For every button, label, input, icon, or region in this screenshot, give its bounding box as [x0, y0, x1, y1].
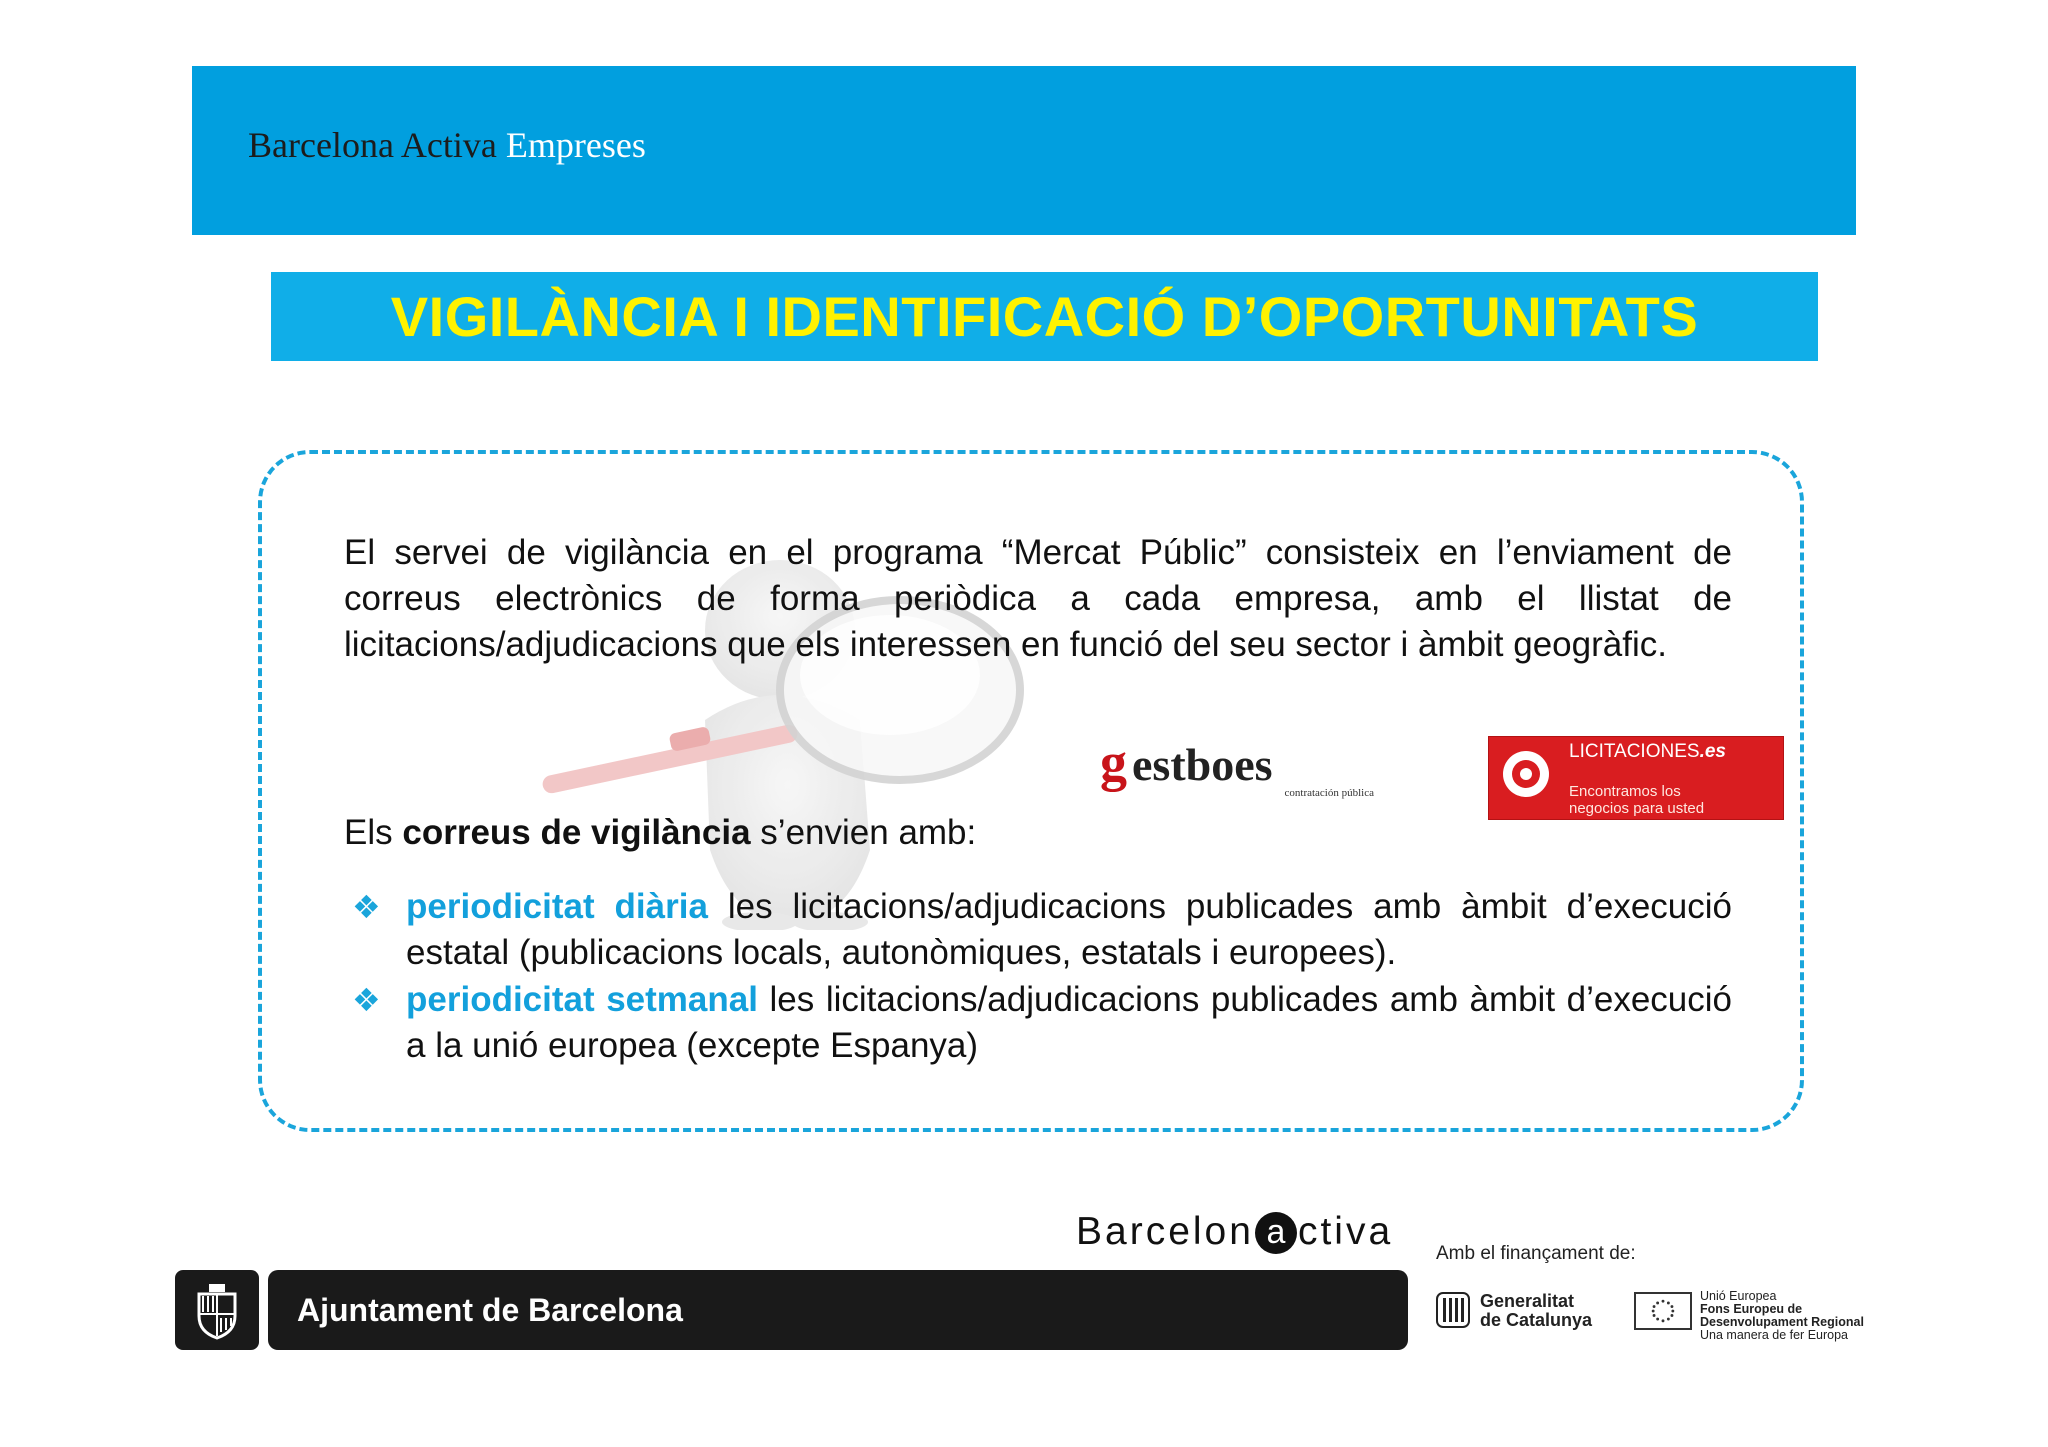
lead-sentence	[344, 810, 1244, 856]
title-bar	[271, 272, 1818, 361]
intro-paragraph: El servei de vigilància en el programa “Mercat Públic” consisteix en l’enviament de correus electrònics de forma periòdica a cada empresa, amb el llistat de licitacions/adjudicacions que els interessen en funció del seu sector i àmbit geogràfic.	[344, 533, 1732, 664]
generalitat-name	[1480, 1292, 1592, 1330]
brand-suffix: Empreses	[505, 125, 646, 165]
bullet-text	[406, 884, 1732, 976]
diamond-bullet-icon: ❖	[352, 888, 381, 926]
ajuntament-bar	[268, 1270, 1408, 1350]
eu-fund-text	[1700, 1290, 1864, 1342]
eu-line1: Unió Europea	[1700, 1289, 1777, 1303]
licitaciones-tagline-1: Encontramos los	[1569, 783, 1681, 800]
licitaciones-tagline-2: negocios para usted	[1569, 800, 1705, 817]
crest-icon	[175, 1270, 259, 1350]
lead-bold: correus de vigilància	[402, 813, 751, 852]
target-icon	[1503, 751, 1549, 797]
eu-flag-icon	[1634, 1292, 1692, 1330]
bullet-highlight: periodicitat setmanal	[406, 980, 758, 1019]
bullet-item	[352, 884, 1732, 976]
gestboes-tagline: contratación pública	[1284, 787, 1374, 799]
bullet-highlight: periodicitat diària	[406, 887, 708, 926]
barcelona-activa-logo	[1076, 1210, 1393, 1254]
barcelona-crest-icon	[175, 1270, 259, 1350]
bullet-body: les licitacions/adjudicacions publicades amb àmbit d’execució estatal (publicacions locals, autonòmiques, estatals i europees).	[406, 887, 1732, 972]
ba-logo-pre: Barcelon	[1076, 1210, 1254, 1253]
slide-title: VIGILÀNCIA I IDENTIFICACIÓ D’OPORTUNITATS	[390, 285, 1699, 348]
licitaciones-name	[1569, 741, 1726, 763]
gestboes-wordmark: estboes	[1132, 740, 1273, 790]
brand-title	[248, 124, 646, 166]
lead-prefix: Els	[344, 813, 403, 852]
bullet-body: les licitacions/adjudicacions publicades amb àmbit d’execució a la unió europea (excepte Espanya)	[406, 980, 1733, 1065]
gestboes-first-letter: g	[1100, 740, 1127, 792]
lead-suffix: s’envien amb:	[750, 813, 977, 852]
bullet-text	[406, 977, 1732, 1069]
gencat-line1: Generalitat	[1480, 1291, 1575, 1311]
brand-name: Barcelona Activa	[248, 125, 497, 165]
header-band	[192, 66, 1856, 235]
funding-label: Amb el finançament de:	[1436, 1243, 1636, 1264]
ajuntament-name: Ajuntament de Barcelona	[297, 1291, 683, 1328]
eu-line2: Fons Europeu de	[1700, 1302, 1803, 1316]
licitaciones-suffix: .es	[1699, 741, 1726, 762]
gencat-line2: de Catalunya	[1480, 1310, 1593, 1330]
ba-logo-circle: a	[1255, 1212, 1297, 1254]
gestboes-logo	[1096, 740, 1386, 800]
eu-line3: Desenvolupament Regional	[1700, 1315, 1864, 1329]
bullet-item	[352, 977, 1732, 1069]
ba-logo-post: ctiva	[1297, 1210, 1394, 1253]
eu-line4: Una manera de fer Europa	[1700, 1328, 1849, 1342]
licitaciones-logo	[1488, 736, 1784, 820]
licitaciones-wordmark: LICITACIONES	[1569, 741, 1700, 762]
diamond-bullet-icon: ❖	[352, 981, 381, 1019]
generalitat-icon	[1436, 1292, 1470, 1328]
